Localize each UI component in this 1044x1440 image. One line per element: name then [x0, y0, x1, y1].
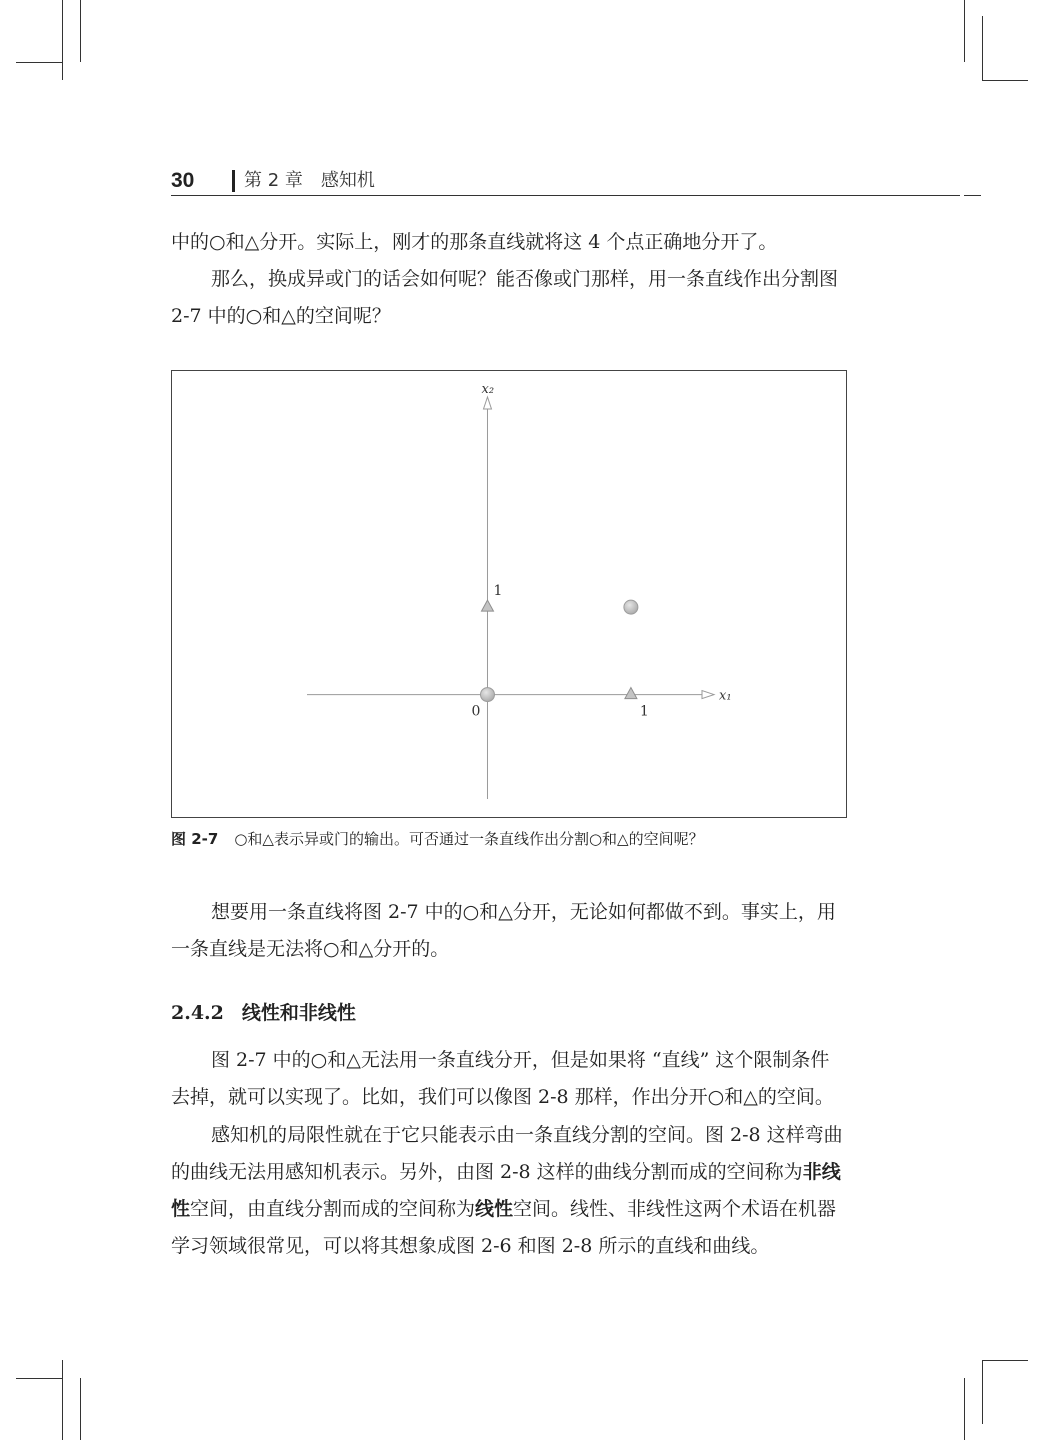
y-axis-arrow [483, 397, 491, 409]
text-run: 感知机的局限性就在于它只能表示由一条直线分割的空间。图 2-8 这样弯曲的曲线无法用感知机表示。另外，由图 2-8 这样的曲线分割而成的空间称为 [171, 1124, 843, 1183]
term-linear: 线性 [475, 1198, 514, 1220]
running-header [171, 168, 981, 196]
data-point-triangle [625, 688, 637, 699]
chapter-title: 第 2 章 感知机 [244, 170, 375, 191]
y-axis-label: x₂ [481, 382, 495, 397]
header-divider [232, 170, 235, 192]
section-heading [171, 998, 356, 1028]
page-number: 30 [171, 169, 195, 192]
term-nonlinear: 非线性 [171, 1161, 841, 1220]
figure-xor-plot [171, 370, 847, 818]
crop-mark [80, 1378, 81, 1440]
data-point-circle [480, 688, 494, 702]
body-paragraph [171, 1117, 848, 1265]
crop-mark [62, 0, 63, 80]
data-point-triangle [481, 600, 493, 611]
crop-mark [982, 1360, 1028, 1361]
figure-number: 图 2-7 [171, 830, 219, 848]
x-axis-label: x₁ [719, 688, 732, 704]
crop-mark [62, 1360, 63, 1440]
header-rule [171, 195, 981, 196]
crop-mark [16, 1378, 62, 1379]
text-run: 空间，由直线分割而成的空间称为 [190, 1198, 476, 1220]
figure-caption-text: ○和△表示异或门的输出。可否通过一条直线作出分割○和△的空间呢？ [234, 830, 704, 848]
crop-mark [964, 1378, 965, 1440]
data-point-circle [624, 600, 638, 614]
crop-mark [16, 62, 62, 63]
crop-mark [982, 16, 983, 80]
section-number: 2.4.2 [171, 1002, 224, 1024]
scatter-chart [172, 371, 846, 817]
crop-mark [80, 0, 81, 62]
crop-mark [982, 80, 1028, 81]
body-paragraph: 图 2-7 中的○和△无法用一条直线分开，但是如果将 “直线” 这个限制条件去掉，就可以实现了。比如，我们可以像图 2-8 那样，作出分开○和△的空间。 [171, 1049, 834, 1108]
crop-mark [964, 0, 965, 62]
body-paragraph: 那么，换成异或门的话会如何呢？能否像或门那样，用一条直线作出分割图 2-7 中的○和△的空间呢？ [171, 268, 839, 327]
section-title: 线性和非线性 [241, 1002, 356, 1024]
crop-mark [982, 1360, 983, 1424]
origin-label: 0 [471, 703, 481, 720]
y-tick-label: 1 [493, 583, 503, 600]
figure-caption [171, 828, 704, 850]
x-axis-arrow [702, 691, 714, 699]
body-paragraph: 中的○和△分开。实际上，刚才的那条直线就将这 4 个点正确地分开了。 [171, 231, 778, 253]
text-run: 空间。线性、非线性这两个术语在机器学习领域很常见，可以将其想象成图 2-6 和图 2-8 所示的直线和曲线。 [171, 1198, 837, 1257]
x-tick-label: 1 [639, 703, 649, 720]
body-paragraph: 想要用一条直线将图 2-7 中的○和△分开，无论如何都做不到。事实上，用一条直线是无法将○和△分开的。 [171, 901, 836, 960]
